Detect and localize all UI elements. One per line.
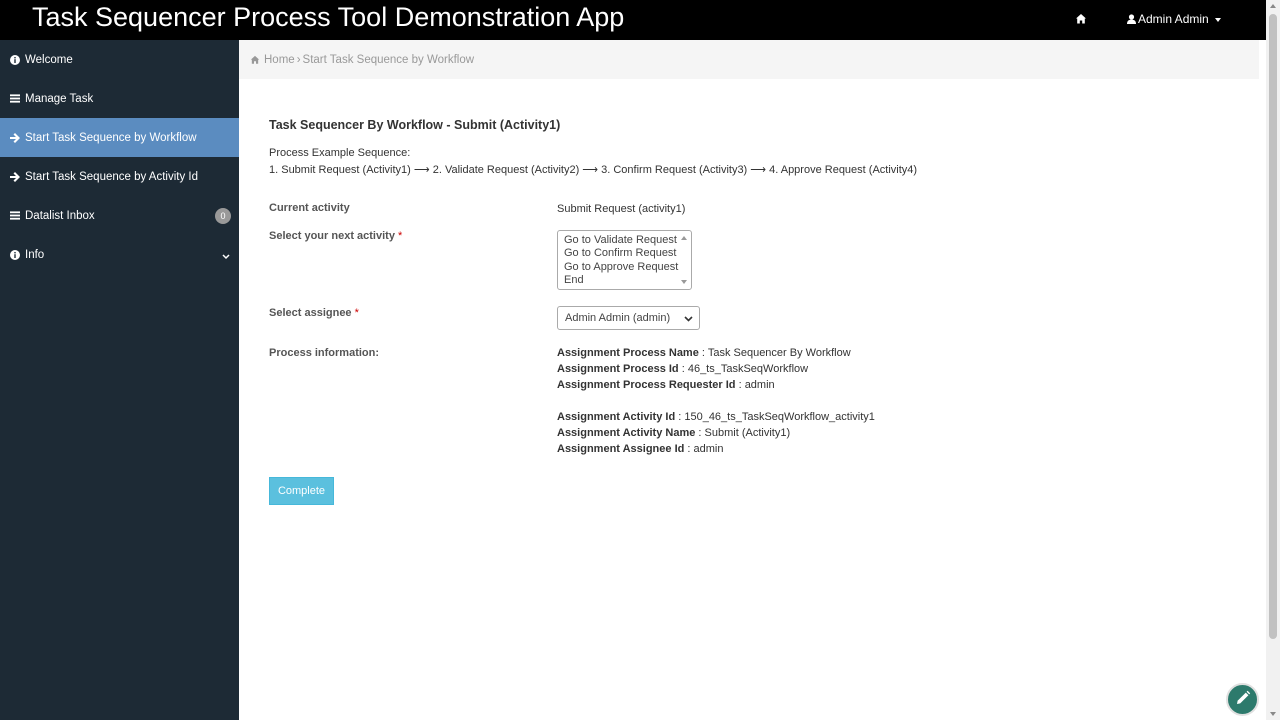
arrow-right-icon	[10, 133, 20, 143]
current-activity-label: Current activity	[269, 202, 350, 214]
info-separator: :	[684, 443, 694, 455]
required-marker: *	[397, 230, 403, 242]
info-activity-id	[557, 411, 875, 423]
info-separator: :	[735, 379, 745, 391]
info-value: admin	[744, 379, 775, 391]
breadcrumb	[239, 40, 1259, 79]
arrow-right-icon	[10, 172, 20, 182]
info-key: Assignment Activity Name	[557, 427, 696, 439]
info-process-name	[557, 347, 851, 359]
info-separator: :	[675, 411, 685, 423]
info-circle-icon	[10, 250, 20, 260]
sidebar-item-label: Start Task Sequence by Workflow	[25, 131, 197, 144]
list-icon	[10, 94, 20, 104]
listbox-option[interactable]: Go to Approve Request	[564, 260, 679, 273]
info-circle-icon	[10, 55, 20, 65]
user-name: Admin Admin	[1138, 12, 1209, 26]
sidebar-item-label: Manage Task	[25, 92, 94, 105]
sidebar-item-label: Datalist Inbox	[25, 209, 95, 222]
sequence-text: 1. Submit Request (Activity1) ⟶ 2. Validate Request (Activity2) ⟶ 3. Confirm Request (Activity3) ⟶ 4. Approve Request (Activity4)	[269, 164, 918, 176]
assignee-label-text: Select assignee	[269, 307, 352, 319]
required-marker: *	[354, 307, 359, 319]
listbox-option[interactable]: Go to Confirm Request	[564, 247, 677, 260]
sidebar-item-datalist-inbox[interactable]	[0, 196, 239, 235]
caret-down-icon	[1215, 18, 1221, 22]
next-activity-label-text: Select your next activity	[269, 230, 395, 242]
info-value: 150_46_ts_TaskSeqWorkflow_activity1	[684, 411, 875, 423]
info-requester-id	[557, 379, 775, 391]
sidebar-item-label: Info	[25, 248, 45, 261]
listbox-option[interactable]: End	[564, 274, 584, 287]
app-title[interactable]: Task Sequencer Process Tool Demonstration App	[32, 2, 625, 32]
info-separator: :	[678, 363, 688, 375]
home-icon[interactable]	[250, 55, 260, 65]
info-assignee-id	[557, 443, 723, 455]
info-value: 46_ts_TaskSeqWorkflow	[687, 363, 809, 375]
page-scrollbar[interactable]	[1266, 0, 1280, 720]
info-key: Assignment Process Name	[557, 347, 699, 359]
info-value: Task Sequencer By Workflow	[707, 347, 851, 359]
info-key: Assignment Assignee Id	[557, 443, 685, 455]
info-key: Assignment Process Requester Id	[557, 379, 736, 391]
breadcrumb-home[interactable]: Home	[264, 53, 295, 66]
scroll-down-icon[interactable]	[681, 280, 687, 284]
listbox-scrollbar[interactable]	[679, 232, 690, 288]
info-separator: :	[698, 347, 708, 359]
info-value: Submit (Activity1)	[704, 427, 791, 439]
next-activity-label	[269, 230, 402, 242]
breadcrumb-separator: ›	[296, 53, 301, 66]
current-activity-value: Submit Request (activity1)	[557, 203, 686, 215]
user-menu[interactable]	[1127, 12, 1221, 26]
info-separator: :	[695, 427, 705, 439]
floating-edit-button[interactable]	[1226, 683, 1259, 716]
scroll-up-icon[interactable]	[681, 236, 687, 240]
pencil-icon	[1235, 690, 1251, 709]
scroll-up-icon[interactable]	[1270, 4, 1276, 8]
next-activity-listbox[interactable]	[557, 230, 692, 290]
scrollbar-thumb[interactable]	[1269, 14, 1277, 639]
breadcrumb-current[interactable]: Start Task Sequence by Workflow	[302, 53, 475, 66]
form-title: Task Sequencer By Workflow - Submit (Activity1)	[269, 118, 561, 132]
assignee-label	[269, 307, 359, 319]
list-icon	[10, 211, 20, 221]
home-icon[interactable]	[1075, 13, 1089, 27]
sidebar-item-label: Welcome	[25, 53, 73, 66]
sidebar-item-label: Start Task Sequence by Activity Id	[25, 170, 199, 183]
info-value: admin	[693, 443, 724, 455]
count-badge: 0	[215, 208, 231, 224]
sidebar	[0, 40, 239, 720]
info-activity-name	[557, 427, 790, 439]
sidebar-item-manage-task[interactable]	[0, 79, 239, 118]
process-info-label: Process information:	[269, 347, 380, 359]
info-key: Assignment Activity Id	[557, 411, 676, 423]
info-process-id	[557, 363, 808, 375]
sidebar-item-welcome[interactable]	[0, 40, 239, 79]
listbox-option[interactable]: Go to Validate Request	[564, 234, 677, 246]
sidebar-item-start-by-workflow[interactable]	[0, 118, 239, 157]
complete-button[interactable]: Complete	[269, 477, 334, 505]
assignee-selected-value: Admin Admin (admin)	[565, 312, 671, 324]
sidebar-item-start-by-activity-id[interactable]	[0, 157, 239, 196]
user-icon	[1127, 14, 1136, 24]
info-key: Assignment Process Id	[557, 363, 679, 375]
chevron-down-icon	[684, 314, 693, 323]
scroll-down-icon[interactable]	[1270, 712, 1276, 716]
assignee-select[interactable]	[557, 306, 700, 330]
sequence-label: Process Example Sequence:	[269, 147, 411, 159]
sidebar-item-info[interactable]	[0, 235, 239, 274]
chevron-down-icon[interactable]	[222, 251, 230, 263]
top-navbar	[0, 0, 1266, 40]
